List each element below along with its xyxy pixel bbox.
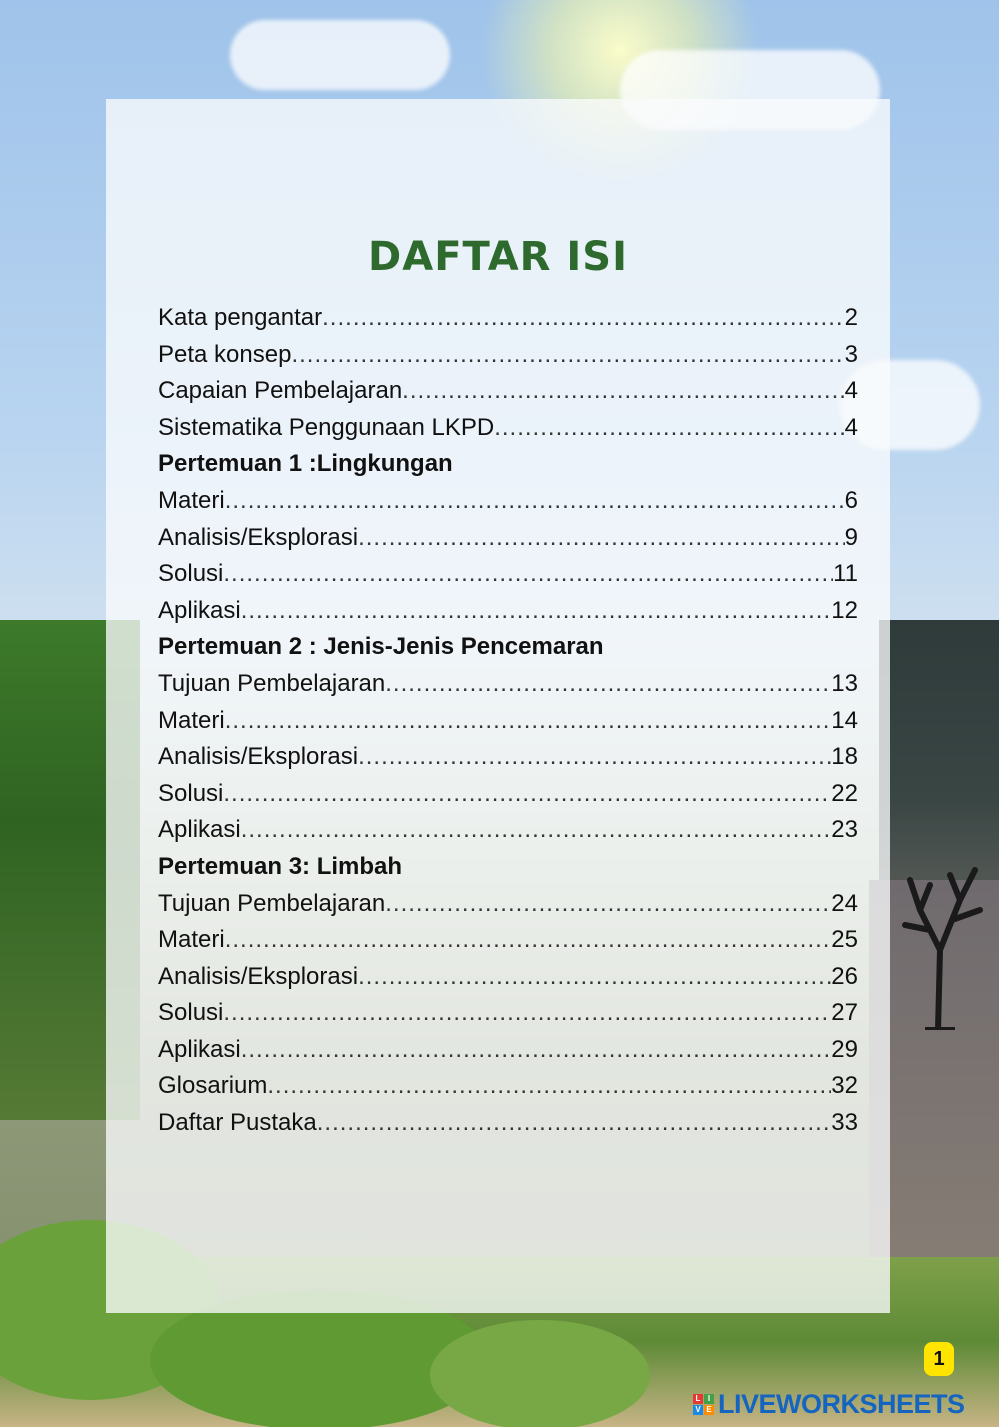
toc-entry-label: Glosarium	[158, 1072, 268, 1100]
toc-entry	[158, 304, 858, 341]
toc-entry	[158, 1072, 858, 1109]
toc-entry-label: Materi	[158, 706, 225, 734]
table-of-contents	[158, 304, 858, 1146]
dead-tree-icon	[890, 840, 990, 1030]
toc-entry-label: Aplikasi	[158, 816, 241, 844]
toc-entry-label: Aplikasi	[158, 1035, 241, 1063]
toc-entry-page: 27	[831, 999, 858, 1027]
toc-section-heading	[158, 450, 858, 487]
bush	[430, 1320, 650, 1427]
toc-entry-label: Pertemuan 3: Limbah	[158, 852, 403, 880]
toc-entry-page: 23	[831, 816, 858, 844]
toc-entry-page: 26	[831, 962, 858, 990]
toc-entry-label: Sistematika Penggunaan LKPD	[158, 413, 495, 441]
dot-leader	[223, 780, 831, 808]
dot-leader	[322, 304, 845, 332]
toc-entry-label: Pertemuan 2 : Jenis-Jenis Pencemaran	[158, 633, 604, 661]
brand-name: LIVEWORKSHEETS	[718, 1388, 965, 1419]
toc-entry-page: 25	[831, 926, 858, 954]
toc-entry-label: Daftar Pustaka	[158, 1109, 317, 1137]
dot-leader	[385, 670, 831, 698]
toc-entry-page: 29	[831, 1035, 858, 1063]
toc-entry-label: Tujuan Pembelajaran	[158, 669, 386, 697]
toc-entry	[158, 377, 858, 414]
toc-entry-page: 32	[831, 1072, 858, 1100]
dot-leader	[358, 524, 845, 552]
toc-entry-label: Solusi	[158, 560, 224, 588]
toc-entry	[158, 487, 858, 524]
toc-entry	[158, 1036, 858, 1073]
toc-entry-page: 11	[833, 560, 858, 588]
toc-entry-page: 13	[831, 669, 858, 697]
toc-entry-page: 4	[844, 413, 858, 441]
toc-entry-page: 6	[844, 486, 858, 514]
toc-entry-page: 18	[831, 743, 858, 771]
toc-entry-page: 9	[844, 523, 858, 551]
dot-leader	[241, 1036, 832, 1064]
toc-entry	[158, 597, 858, 634]
toc-entry-label: Aplikasi	[158, 596, 241, 624]
toc-entry	[158, 963, 858, 1000]
toc-entry-label: Materi	[158, 486, 225, 514]
dot-leader	[241, 597, 832, 625]
toc-entry-page: 4	[844, 377, 858, 405]
toc-entry-label: Kata pengantar	[158, 304, 323, 331]
dot-leader	[267, 1072, 831, 1100]
dot-leader	[402, 377, 844, 405]
toc-entry	[158, 341, 858, 378]
toc-panel	[106, 99, 890, 1313]
dot-leader	[225, 926, 832, 954]
dot-leader	[225, 707, 832, 735]
toc-entry-page: 3	[844, 340, 858, 368]
toc-entry-page: 22	[831, 779, 858, 807]
toc-entry-label: Capaian Pembelajaran	[158, 377, 403, 405]
dot-leader	[291, 341, 844, 369]
toc-entry-label: Pertemuan 1 :Lingkungan	[158, 450, 453, 478]
toc-entry-label: Analisis/Eksplorasi	[158, 523, 359, 551]
toc-entry-label: Analisis/Eksplorasi	[158, 962, 359, 990]
toc-entry-page: 33	[831, 1109, 858, 1137]
toc-entry	[158, 999, 858, 1036]
toc-entry	[158, 926, 858, 963]
toc-entry	[158, 524, 858, 561]
dot-leader	[358, 743, 831, 771]
toc-entry	[158, 780, 858, 817]
toc-entry	[158, 707, 858, 744]
dot-leader	[358, 963, 831, 991]
toc-entry-label: Materi	[158, 926, 225, 954]
page-title: DAFTAR ISI	[368, 234, 628, 280]
cloud	[230, 20, 450, 90]
toc-entry-label: Solusi	[158, 999, 224, 1027]
toc-entry	[158, 670, 858, 707]
dot-leader	[225, 487, 845, 515]
toc-entry-label: Solusi	[158, 779, 224, 807]
toc-entry-page: 24	[831, 889, 858, 917]
liveworksheets-brand[interactable]	[693, 1389, 965, 1419]
toc-entry	[158, 743, 858, 780]
toc-entry	[158, 414, 858, 451]
toc-section-heading	[158, 633, 858, 670]
dot-leader	[317, 1109, 832, 1137]
toc-entry-label: Analisis/Eksplorasi	[158, 743, 359, 771]
page-number-badge: 1	[924, 1342, 954, 1376]
dot-leader	[223, 999, 831, 1027]
toc-entry	[158, 816, 858, 853]
toc-entry-page: 12	[831, 596, 858, 624]
toc-entry	[158, 1109, 858, 1146]
liveworksheets-logo-icon: L I V E	[693, 1394, 714, 1415]
toc-entry-label: Peta konsep	[158, 340, 292, 368]
dot-leader	[385, 890, 831, 918]
dot-leader	[223, 560, 833, 588]
toc-entry	[158, 560, 858, 597]
dot-leader	[241, 816, 832, 844]
toc-section-heading	[158, 853, 858, 890]
toc-entry-page: 2	[844, 304, 858, 331]
toc-entry-page: 14	[831, 706, 858, 734]
toc-entry	[158, 890, 858, 927]
dot-leader	[494, 414, 844, 442]
toc-entry-label: Tujuan Pembelajaran	[158, 889, 386, 917]
